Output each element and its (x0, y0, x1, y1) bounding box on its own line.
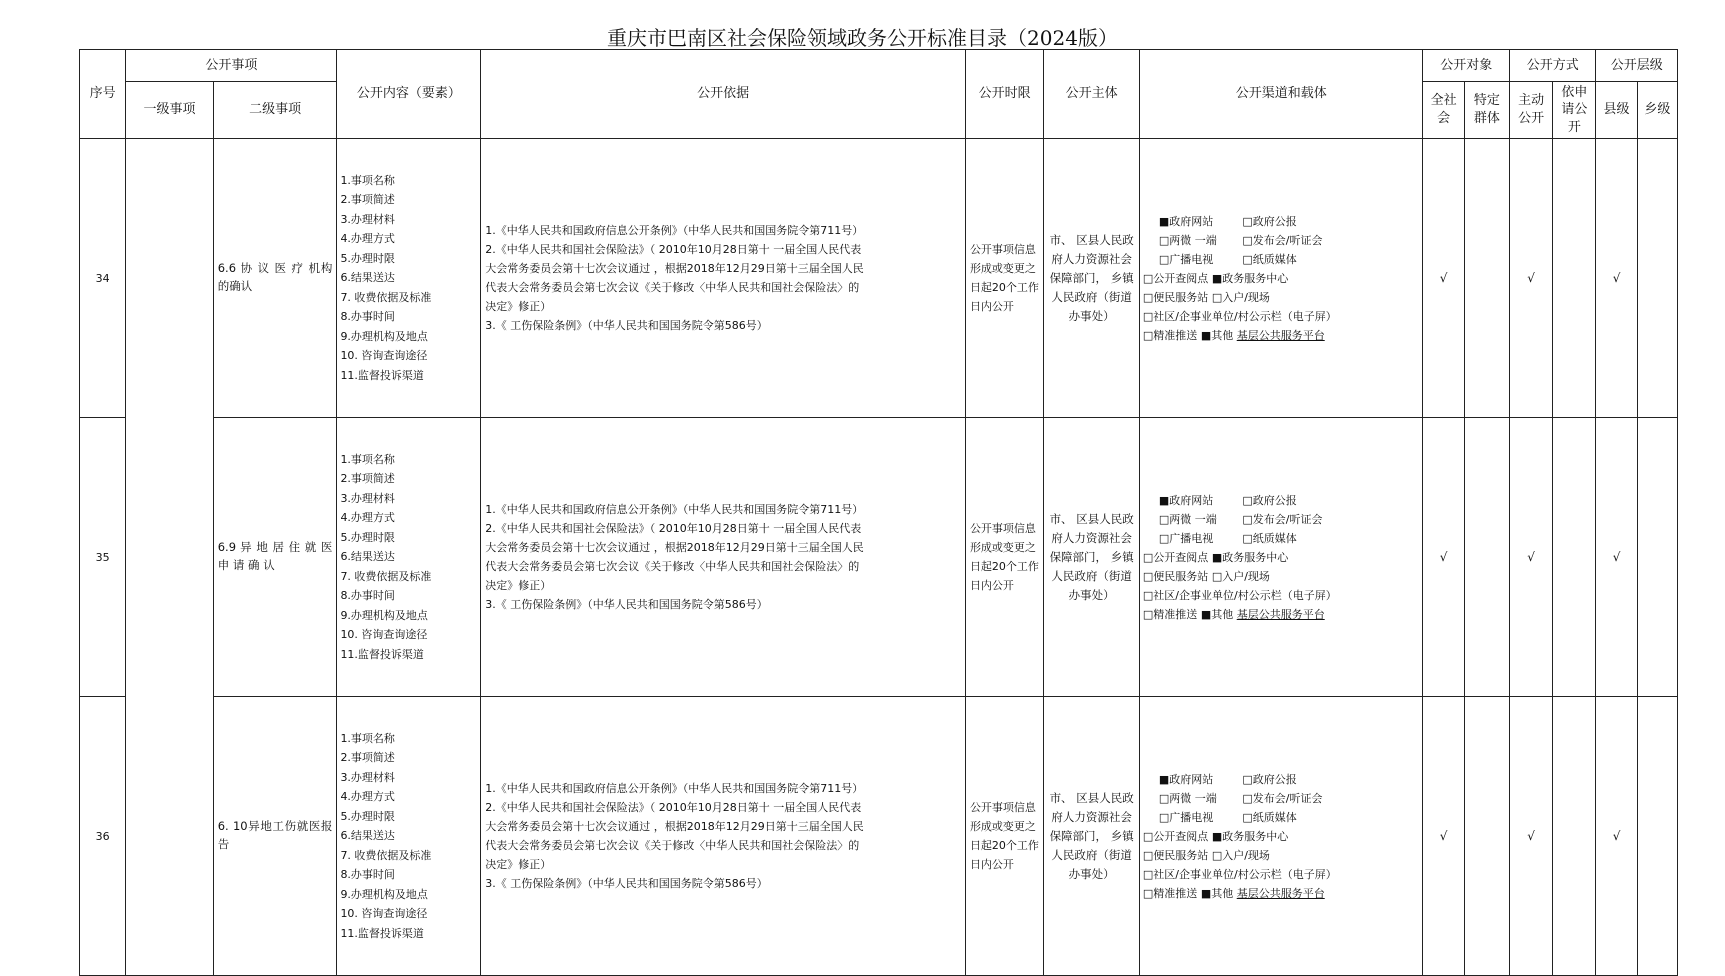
header-level-county: 县级 (1596, 82, 1637, 139)
channel-bulletin: □社区/企事业单位/村公示栏（电子屏） (1142, 588, 1337, 602)
element-item: 7. 收费依据及标准 (340, 290, 432, 304)
channel-platform: 基层公共服务平台 (1236, 328, 1325, 342)
channel-reading: □公开查阅点 (1142, 829, 1209, 843)
header-level2: 二级事项 (213, 82, 337, 139)
deadline-cell: 公开事项信息形成或变更之日起20个工作日内公开 (965, 697, 1043, 976)
element-item: 6.结果送达 (340, 271, 395, 285)
table-row (80, 139, 1678, 418)
elements-cell (337, 418, 481, 697)
header-subject: 公开主体 (1044, 50, 1140, 139)
header-audience-specific: 特定群体 (1464, 82, 1509, 139)
subject-cell: 市、 区县人民政府人力资源社会保障部门， 乡镇人民政府（街道办事处） (1044, 139, 1140, 418)
element-item: 5.办理时限 (340, 251, 395, 265)
element-item: 8.办事时间 (340, 868, 395, 882)
audience-specific-check (1464, 139, 1509, 418)
channel-two-micro: □两微 一端 (1158, 512, 1217, 526)
element-item: 1.事项名称 (340, 173, 395, 187)
catalog-table (79, 49, 1678, 976)
deadline-cell: 公开事项信息形成或变更之日起20个工作日内公开 (965, 139, 1043, 418)
channel-two-micro: □两微 一端 (1158, 233, 1217, 247)
channel-gov-site: ■政府网站 (1158, 214, 1214, 228)
basis-item: 2.《中华人民共和国社会保险法》（ 2010年10月28日第十 一届全国人民代表大会常务委员会第十七次会议通过 ，根据2018年12月29日第十三届全国人民代表大会常务委员会第七次会议《关于修改〈中华人民共和国社会保险法〉的决定》修正） (485, 243, 864, 313)
elements-cell (337, 139, 481, 418)
level2-cell: 6.6 协 议 医 疗 机构的确认 (213, 139, 337, 418)
header-level1: 一级事项 (126, 82, 213, 139)
channel-service-center: ■政务服务中心 (1211, 271, 1289, 285)
element-item: 9.办理机构及地点 (340, 887, 428, 901)
level1-cell (126, 418, 213, 697)
channel-reading: □公开查阅点 (1142, 271, 1209, 285)
header-level-group: 公开层级 (1596, 50, 1678, 82)
channels-cell (1139, 139, 1423, 418)
level-town-check (1637, 139, 1677, 418)
basis-item: 3.《 工伤保险条例》（中华人民共和国国务院令第586号） (485, 877, 768, 890)
channel-gov-site: ■政府网站 (1158, 772, 1214, 786)
seq-cell: 35 (80, 418, 126, 697)
basis-item: 3.《 工伤保险条例》（中华人民共和国国务院令第586号） (485, 598, 768, 611)
element-item: 3.办理材料 (340, 212, 395, 226)
basis-cell (481, 139, 966, 418)
element-item: 7. 收费依据及标准 (340, 569, 432, 583)
basis-item: 1.《中华人民共和国政府信息公开条例》（中华人民共和国国务院令第711号） (485, 782, 864, 795)
channel-push: □精准推送 (1142, 328, 1198, 342)
table-row (80, 697, 1678, 976)
element-item: 3.办理材料 (340, 491, 395, 505)
element-item: 4.办理方式 (340, 511, 395, 525)
basis-item: 2.《中华人民共和国社会保险法》（ 2010年10月28日第十 一届全国人民代表大会常务委员会第十七次会议通过 ，根据2018年12月29日第十三届全国人民代表大会常务委员会第七次会议《关于修改〈中华人民共和国社会保险法〉的决定》修正） (485, 522, 864, 592)
level-county-check: √ (1596, 139, 1637, 418)
subject-cell: 市、 区县人民政府人力资源社会保障部门， 乡镇人民政府（街道办事处） (1044, 697, 1140, 976)
channels-cell (1139, 697, 1423, 976)
level-county-check: √ (1596, 697, 1637, 976)
element-item: 11.监督投诉渠道 (340, 647, 424, 661)
channel-other: ■其他 (1200, 886, 1234, 900)
level-county-check: √ (1596, 418, 1637, 697)
header-basis: 公开依据 (481, 50, 966, 139)
element-item: 2.事项简述 (340, 751, 395, 765)
element-item: 10. 咨询查询途径 (340, 628, 428, 642)
channel-reading: □公开查阅点 (1142, 550, 1209, 564)
header-method-group: 公开方式 (1509, 50, 1595, 82)
element-item: 4.办理方式 (340, 790, 395, 804)
header-channels: 公开渠道和载体 (1139, 50, 1423, 139)
element-item: 3.办理材料 (340, 770, 395, 784)
elements-cell (337, 697, 481, 976)
basis-cell (481, 418, 966, 697)
header-items-group: 公开事项 (126, 50, 337, 82)
channel-bulletin: □社区/企事业单位/村公示栏（电子屏） (1142, 867, 1337, 881)
element-item: 2.事项简述 (340, 193, 395, 207)
channel-broadcast: □广播电视 (1158, 531, 1214, 545)
channel-gazette: □政府公报 (1242, 214, 1297, 228)
seq-cell: 36 (80, 697, 126, 976)
channel-other: ■其他 (1200, 607, 1234, 621)
channel-paper: □纸质媒体 (1242, 810, 1297, 824)
element-item: 9.办理机构及地点 (340, 608, 428, 622)
level-town-check (1637, 418, 1677, 697)
header-audience-all: 全社会 (1423, 82, 1464, 139)
channel-platform: 基层公共服务平台 (1236, 886, 1325, 900)
element-item: 7. 收费依据及标准 (340, 848, 432, 862)
audience-specific-check (1464, 418, 1509, 697)
method-active-check: √ (1509, 139, 1552, 418)
channel-other: ■其他 (1200, 328, 1234, 342)
channel-gazette: □政府公报 (1242, 493, 1297, 507)
channel-home: □入户/现场 (1211, 290, 1270, 304)
element-item: 8.办事时间 (340, 310, 395, 324)
channel-convenience: □便民服务站 (1142, 569, 1209, 583)
header-seq: 序号 (80, 50, 126, 139)
element-item: 9.办理机构及地点 (340, 329, 428, 343)
subject-cell: 市、 区县人民政府人力资源社会保障部门， 乡镇人民政府（街道办事处） (1044, 418, 1140, 697)
element-item: 1.事项名称 (340, 452, 395, 466)
basis-item: 2.《中华人民共和国社会保险法》（ 2010年10月28日第十 一届全国人民代表大会常务委员会第十七次会议通过 ，根据2018年12月29日第十三届全国人民代表大会常务委员会第七次会议《关于修改〈中华人民共和国社会保险法〉的决定》修正） (485, 801, 864, 871)
element-item: 5.办理时限 (340, 809, 395, 823)
channel-home: □入户/现场 (1211, 848, 1270, 862)
audience-all-check: √ (1423, 418, 1464, 697)
channel-paper: □纸质媒体 (1242, 252, 1297, 266)
header-deadline: 公开时限 (965, 50, 1043, 139)
element-item: 6.结果送达 (340, 829, 395, 843)
level1-cell (126, 697, 213, 976)
method-request-check (1553, 697, 1596, 976)
header-level-town: 乡级 (1637, 82, 1677, 139)
channel-press: □发布会/听证会 (1242, 233, 1323, 247)
basis-item: 1.《中华人民共和国政府信息公开条例》（中华人民共和国国务院令第711号） (485, 224, 864, 237)
element-item: 10. 咨询查询途径 (340, 907, 428, 921)
level-town-check (1637, 697, 1677, 976)
element-item: 8.办事时间 (340, 589, 395, 603)
channel-broadcast: □广播电视 (1158, 252, 1214, 266)
channel-gov-site: ■政府网站 (1158, 493, 1214, 507)
header-method-request: 依申请公开 (1553, 82, 1596, 139)
channel-service-center: ■政务服务中心 (1211, 829, 1289, 843)
audience-all-check: √ (1423, 697, 1464, 976)
audience-all-check: √ (1423, 139, 1464, 418)
method-request-check (1553, 139, 1596, 418)
basis-item: 3.《 工伤保险条例》（中华人民共和国国务院令第586号） (485, 319, 768, 332)
channel-two-micro: □两微 一端 (1158, 791, 1217, 805)
element-item: 4.办理方式 (340, 232, 395, 246)
level2-cell: 6.9 异 地 居 住 就 医 申 请 确 认 (213, 418, 337, 697)
header-content: 公开内容（要素） (337, 50, 481, 139)
element-item: 2.事项简述 (340, 472, 395, 486)
method-request-check (1553, 418, 1596, 697)
element-item: 5.办理时限 (340, 530, 395, 544)
level1-cell (126, 139, 213, 418)
header-method-active: 主动公开 (1509, 82, 1552, 139)
level2-cell: 6. 10异地工伤就医报告 (213, 697, 337, 976)
audience-specific-check (1464, 697, 1509, 976)
channel-platform: 基层公共服务平台 (1236, 607, 1325, 621)
channel-gazette: □政府公报 (1242, 772, 1297, 786)
channel-home: □入户/现场 (1211, 569, 1270, 583)
channel-press: □发布会/听证会 (1242, 512, 1323, 526)
deadline-cell: 公开事项信息形成或变更之日起20个工作日内公开 (965, 418, 1043, 697)
channel-convenience: □便民服务站 (1142, 290, 1209, 304)
channel-push: □精准推送 (1142, 886, 1198, 900)
channel-convenience: □便民服务站 (1142, 848, 1209, 862)
element-item: 6.结果送达 (340, 550, 395, 564)
seq-cell: 34 (80, 139, 126, 418)
channel-service-center: ■政务服务中心 (1211, 550, 1289, 564)
channel-paper: □纸质媒体 (1242, 531, 1297, 545)
channels-cell (1139, 418, 1423, 697)
channel-push: □精准推送 (1142, 607, 1198, 621)
channel-bulletin: □社区/企事业单位/村公示栏（电子屏） (1142, 309, 1337, 323)
page-title: 重庆市巴南区社会保险领域政务公开标准目录（2024版） (607, 26, 1118, 50)
element-item: 1.事项名称 (340, 731, 395, 745)
element-item: 11.监督投诉渠道 (340, 926, 424, 940)
table-row (80, 418, 1678, 697)
basis-item: 1.《中华人民共和国政府信息公开条例》（中华人民共和国国务院令第711号） (485, 503, 864, 516)
element-item: 11.监督投诉渠道 (340, 368, 424, 382)
channel-broadcast: □广播电视 (1158, 810, 1214, 824)
channel-press: □发布会/听证会 (1242, 791, 1323, 805)
header-audience-group: 公开对象 (1423, 50, 1509, 82)
method-active-check: √ (1509, 697, 1552, 976)
method-active-check: √ (1509, 418, 1552, 697)
element-item: 10. 咨询查询途径 (340, 349, 428, 363)
basis-cell (481, 697, 966, 976)
